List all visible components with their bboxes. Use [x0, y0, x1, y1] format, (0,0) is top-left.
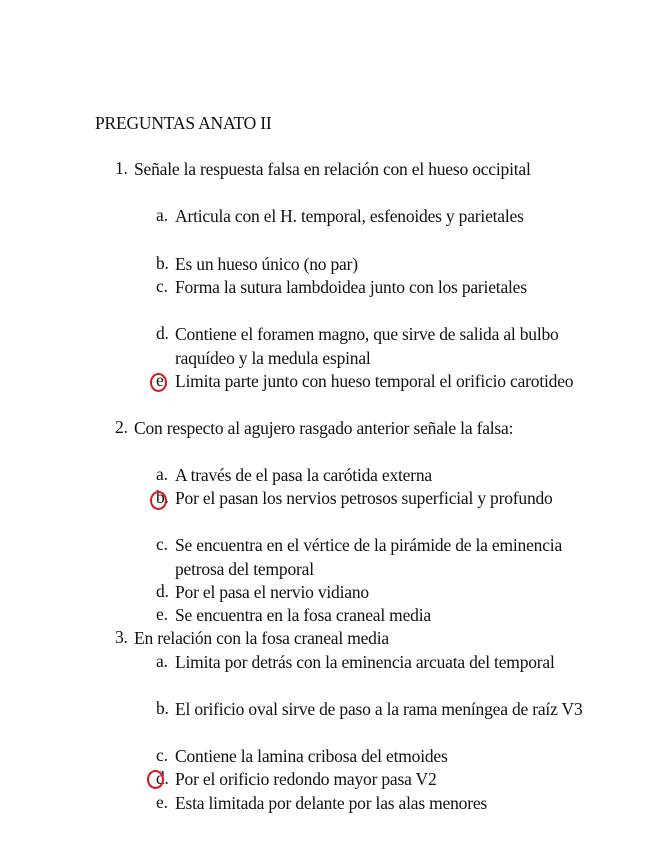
option-text: Esta limitada por delante por las alas menores: [175, 793, 488, 813]
question-text: Señale la respuesta falsa en relación con el hueso occipital: [134, 159, 531, 179]
option-letter: e.: [156, 370, 168, 390]
option-letter: d.: [156, 323, 169, 343]
option-letter: b.: [156, 253, 169, 273]
option-letter: d.: [156, 581, 169, 601]
question-text: Con respecto al agujero rasgado anterior señale la falsa:: [134, 418, 514, 438]
option-letter: c.: [156, 534, 168, 554]
option-text: Por el pasa el nervio vidiano: [175, 582, 369, 602]
answer-circle-mark: [150, 373, 167, 392]
option-letter: b.: [156, 698, 169, 718]
option-letter: b.: [156, 487, 169, 507]
option-text: Contiene el foramen magno, que sirve de salida al bulbo raquídeo y la medula espinal: [175, 324, 559, 368]
answer-circle-mark: [150, 491, 167, 510]
answer-circle-mark: [147, 770, 164, 789]
question-number: 2.: [115, 417, 128, 437]
option-text: Contiene la lamina cribosa del etmoides: [175, 746, 448, 766]
option-letter: d.: [156, 768, 169, 788]
option-text: Articula con el H. temporal, esfenoides y parietales: [175, 206, 524, 226]
option-text: Limita por detrás con la eminencia arcuata del temporal: [175, 652, 555, 672]
option-text: Forma la sutura lambdoidea junto con los parietales: [175, 277, 527, 297]
option-letter: e.: [156, 604, 168, 624]
option-text: Limita parte junto con hueso temporal el orificio carotideo: [175, 371, 574, 391]
option-letter: e.: [156, 792, 168, 812]
option-text: Se encuentra en el vértice de la pirámide de la eminencia petrosa del temporal: [175, 535, 563, 579]
question-text: En relación con la fosa craneal media: [134, 628, 389, 648]
option-letter: c.: [156, 745, 168, 765]
option-letter: a.: [156, 651, 168, 671]
option-text: Es un hueso único (no par): [175, 254, 358, 274]
option-text: Por el orificio redondo mayor pasa V2: [175, 769, 437, 789]
option-text: A través de el pasa la carótida externa: [175, 465, 432, 485]
option-letter: a.: [156, 205, 168, 225]
question-number: 3.: [115, 627, 128, 647]
option-letter: a.: [156, 464, 168, 484]
option-text: El orificio oval sirve de paso a la rama meníngea de raíz V3: [175, 699, 583, 719]
question-number: 1.: [115, 158, 128, 178]
option-text: Se encuentra en la fosa craneal media: [175, 605, 431, 625]
option-text: Por el pasan los nervios petrosos superficial y profundo: [175, 488, 553, 508]
option-letter: c.: [156, 276, 168, 296]
document-title: PREGUNTAS ANATO II: [95, 113, 272, 133]
